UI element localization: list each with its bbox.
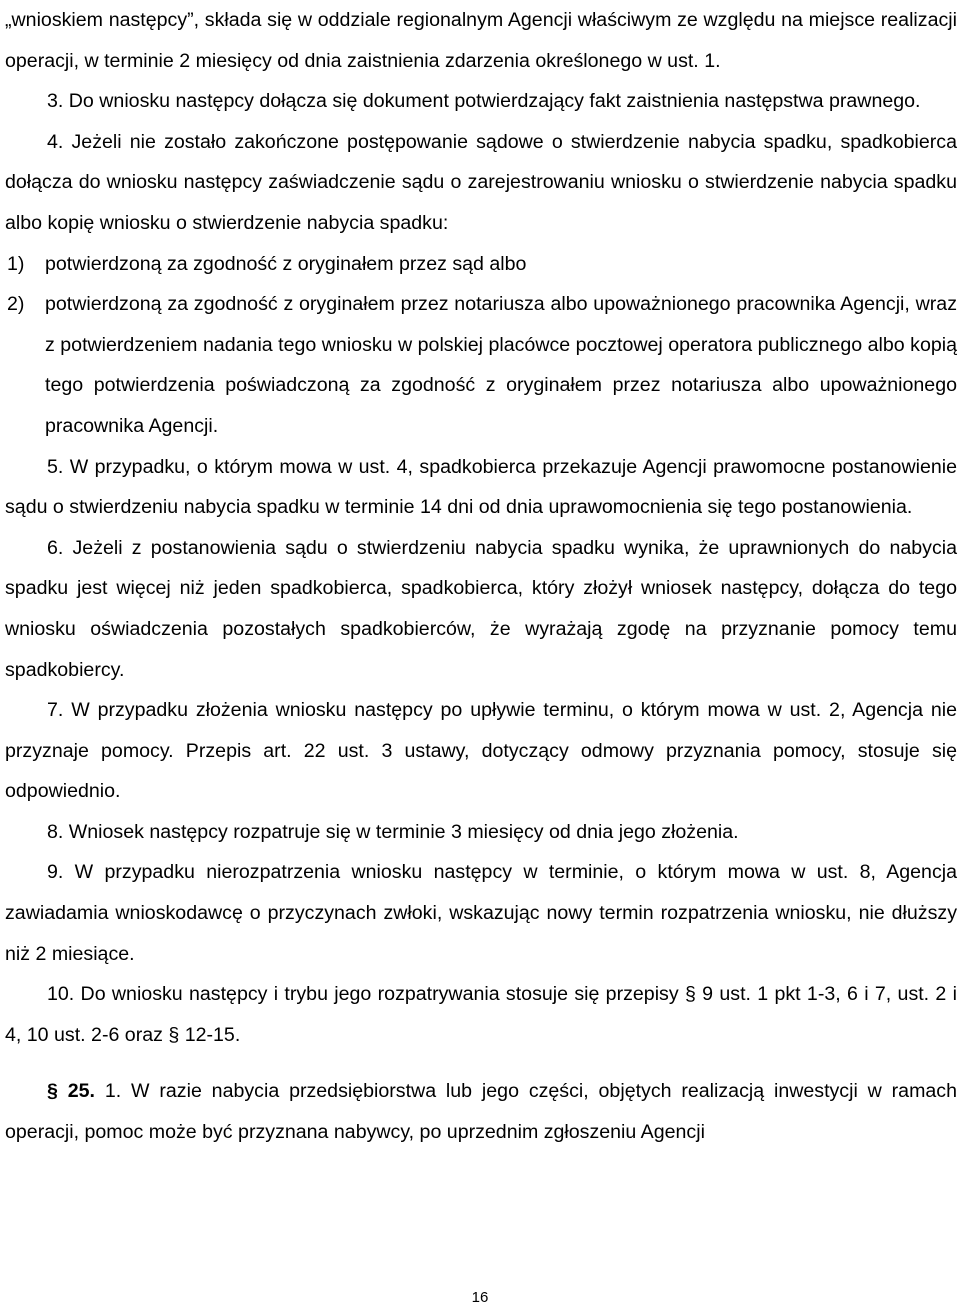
page-number: 16 (471, 1289, 489, 1306)
paragraph-4: 4. Jeżeli nie zostało zakończone postępowanie sądowe o stwierdzenie nabycia spadku, spadkobierca dołącza do wniosku następcy zaświadczenie sądu o zarejestrowaniu wniosku o stwierdzenie nabycia spadku albo kopię wniosku o stwierdzenie nabycia spadku: (5, 130, 957, 234)
section-25-text: 1. W razie nabycia przedsiębiorstwa lub jego części, objętych realizacją inwestycji w ramach operacji, pomoc może być przyznana nabywcy, po uprzednim zgłoszeniu Agencji (5, 1080, 957, 1144)
list-item-text: potwierdzoną za zgodność z oryginałem przez sąd albo (45, 252, 527, 275)
paragraph-4-item-1 (5, 244, 957, 285)
section-25-paragraph (5, 1071, 957, 1152)
paragraph-3: 3. Do wniosku następcy dołącza się dokument potwierdzający fakt zaistnienia następstwa prawnego. (47, 90, 921, 113)
list-item-number: 2) (7, 293, 25, 316)
paragraph-4-item-2 (5, 284, 957, 446)
list-item-number: 1) (7, 252, 25, 275)
paragraph-10: 10. Do wniosku następcy i trybu jego rozpatrywania stosuje się przepisy § 9 ust. 1 pkt 1-3, 6 i 7, ust. 2 i 4, 10 ust. 2-6 oraz § 12-15. (5, 983, 957, 1046)
paragraph-7: 7. W przypadku złożenia wniosku następcy po upływie terminu, o którym mowa w ust. 2, Agencja nie przyznaje pomocy. Przepis art. 22 ust. 3 ustawy, dotyczący odmowy przyznania pomocy, stosuje się odpowiednio. (5, 699, 957, 803)
section-25-heading: § 25. (47, 1080, 95, 1103)
paragraph-6: 6. Jeżeli z postanowienia sądu o stwierdzeniu nabycia spadku wynika, że uprawnionych do nabycia spadku jest więcej niż jeden spadkobierca, spadkobierca, który złożył wniosek następcy, dołącza do tego wniosku oświadczenia pozostałych spadkobierców, że wyrażają zgodę na przyznanie pomocy temu spadkobiercy. (5, 536, 957, 681)
paragraph-9: 9. W przypadku nierozpatrzenia wniosku następcy w terminie, o którym mowa w ust. 8, Agencja zawiadamia wnioskodawcę o przyczynach zwłoki, wskazując nowy termin rozpatrzenia wniosku, nie dłuższy niż 2 miesiące. (5, 861, 957, 965)
paragraph-8: 8. Wniosek następcy rozpatruje się w terminie 3 miesięcy od dnia jego złożenia. (47, 820, 739, 843)
paragraph-1-continuation: „wnioskiem następcy”, składa się w oddziale regionalnym Agencji właściwym ze względu na miejsce realizacji operacji, w terminie 2 miesięcy od dnia zaistnienia zdarzenia określonego w ust. 1. (5, 9, 957, 72)
list-item-text: potwierdzoną za zgodność z oryginałem przez notariusza albo upoważnionego pracownika Agencji, wraz z potwierdzeniem nadania tego wniosku w polskiej placówce pocztowej operatora publicznego albo kopią tego potwierdzenia poświadczoną za zgodność z oryginałem przez notariusza albo upoważnionego pracownika Agencji. (45, 293, 957, 437)
paragraph-5: 5. W przypadku, o którym mowa w ust. 4, spadkobierca przekazuje Agencji prawomocne postanowienie sądu o stwierdzeniu nabycia spadku w terminie 14 dni od dnia uprawomocnienia się tego postanowienia. (5, 455, 957, 519)
document-page (5, 0, 957, 1153)
